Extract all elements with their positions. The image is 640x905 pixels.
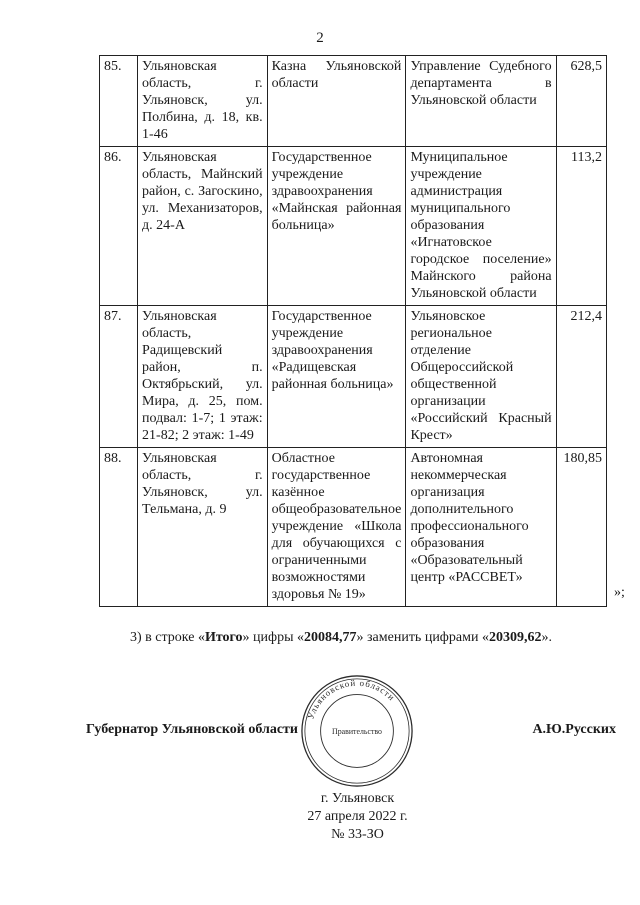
item3-row-name: Итого [204,630,243,645]
property-address: Ульяновская область, г. Ульяновск, ул. Полбина, д. 18, кв. 1-46 [138,56,268,147]
property-area: 628,5 [556,56,606,147]
property-user: Управление Судебного департамента в Ульяновской области [406,56,556,147]
property-user: Муниципальное учреждение администрация муниципального образования «Игнатовское городское поселение» Майнского района Ульяновской области [406,147,556,306]
amendment-item-3 [130,630,552,646]
footer-date: 27 апреля 2022 г. [307,809,408,824]
item3-middle2: » заменить цифрами « [356,630,489,645]
property-user: Автономная некоммерческая организация дополнительного профессионального образования «Образовательный центр «РАССВЕТ» [406,448,556,607]
property-area: 180,85 [556,448,606,607]
property-address: Ульяновская область, г. Ульяновск, ул. Тельмана, д. 9 [138,448,268,607]
property-holder: Областное государственное казённое общеобразовательное учреждение «Школа для обучающихся с ограниченными возможностями здоровья № 19» [267,448,406,607]
signatory-title: Губернатор Ульяновской области [86,722,298,737]
row-number: 88. [100,448,138,607]
page-number: 2 [316,30,324,46]
document-footer [0,790,640,844]
property-holder: Государственное учреждение здравоохранения «Радищевская районная больница» [267,306,406,448]
seal-ring-text: Ульяновской области [305,677,398,721]
svg-text:Ульяновской области [305,678,397,721]
property-area: 113,2 [556,147,606,306]
table-row [100,306,607,448]
table-row [100,448,607,607]
property-holder: Государственное учреждение здравоохранения «Майнская районная больница» [267,147,406,306]
property-address: Ульяновская область, Радищевский район, п. Октябрьский, ул. Мира, д. 25, пом. подвал: 1-7; 1 этаж: 21-82; 2 этаж: 1-49 [138,306,268,448]
seal-center-text: Правительство [332,726,382,736]
item3-prefix: 3) в строке « [130,630,205,645]
footer-number: № 33-ЗО [331,827,384,842]
item3-middle1: » цифры « [242,630,305,645]
footer-city: г. Ульяновск [320,791,395,806]
item3-suffix: ». [541,630,552,645]
property-user: Ульяновское региональное отделение Общероссийской общественной организации «Российский Красный Крест» [406,306,556,448]
property-area: 212,4 [556,306,606,448]
property-table [99,55,607,607]
row-number: 85. [100,56,138,147]
row-number: 87. [100,306,138,448]
table-row [100,147,607,306]
signatory-name: А.Ю.Русских [532,722,616,737]
item3-new-value: 20309,62 [488,630,542,645]
row-number: 86. [100,147,138,306]
item3-old-value: 20084,77 [304,630,357,645]
official-seal [298,672,416,790]
property-address: Ульяновская область, Майнский район, с. Загоскино, ул. Механизаторов, д. 24-А [138,147,268,306]
table-closing-mark: »; [614,585,625,600]
property-holder: Казна Ульяновской области [267,56,406,147]
table-row [100,56,607,147]
